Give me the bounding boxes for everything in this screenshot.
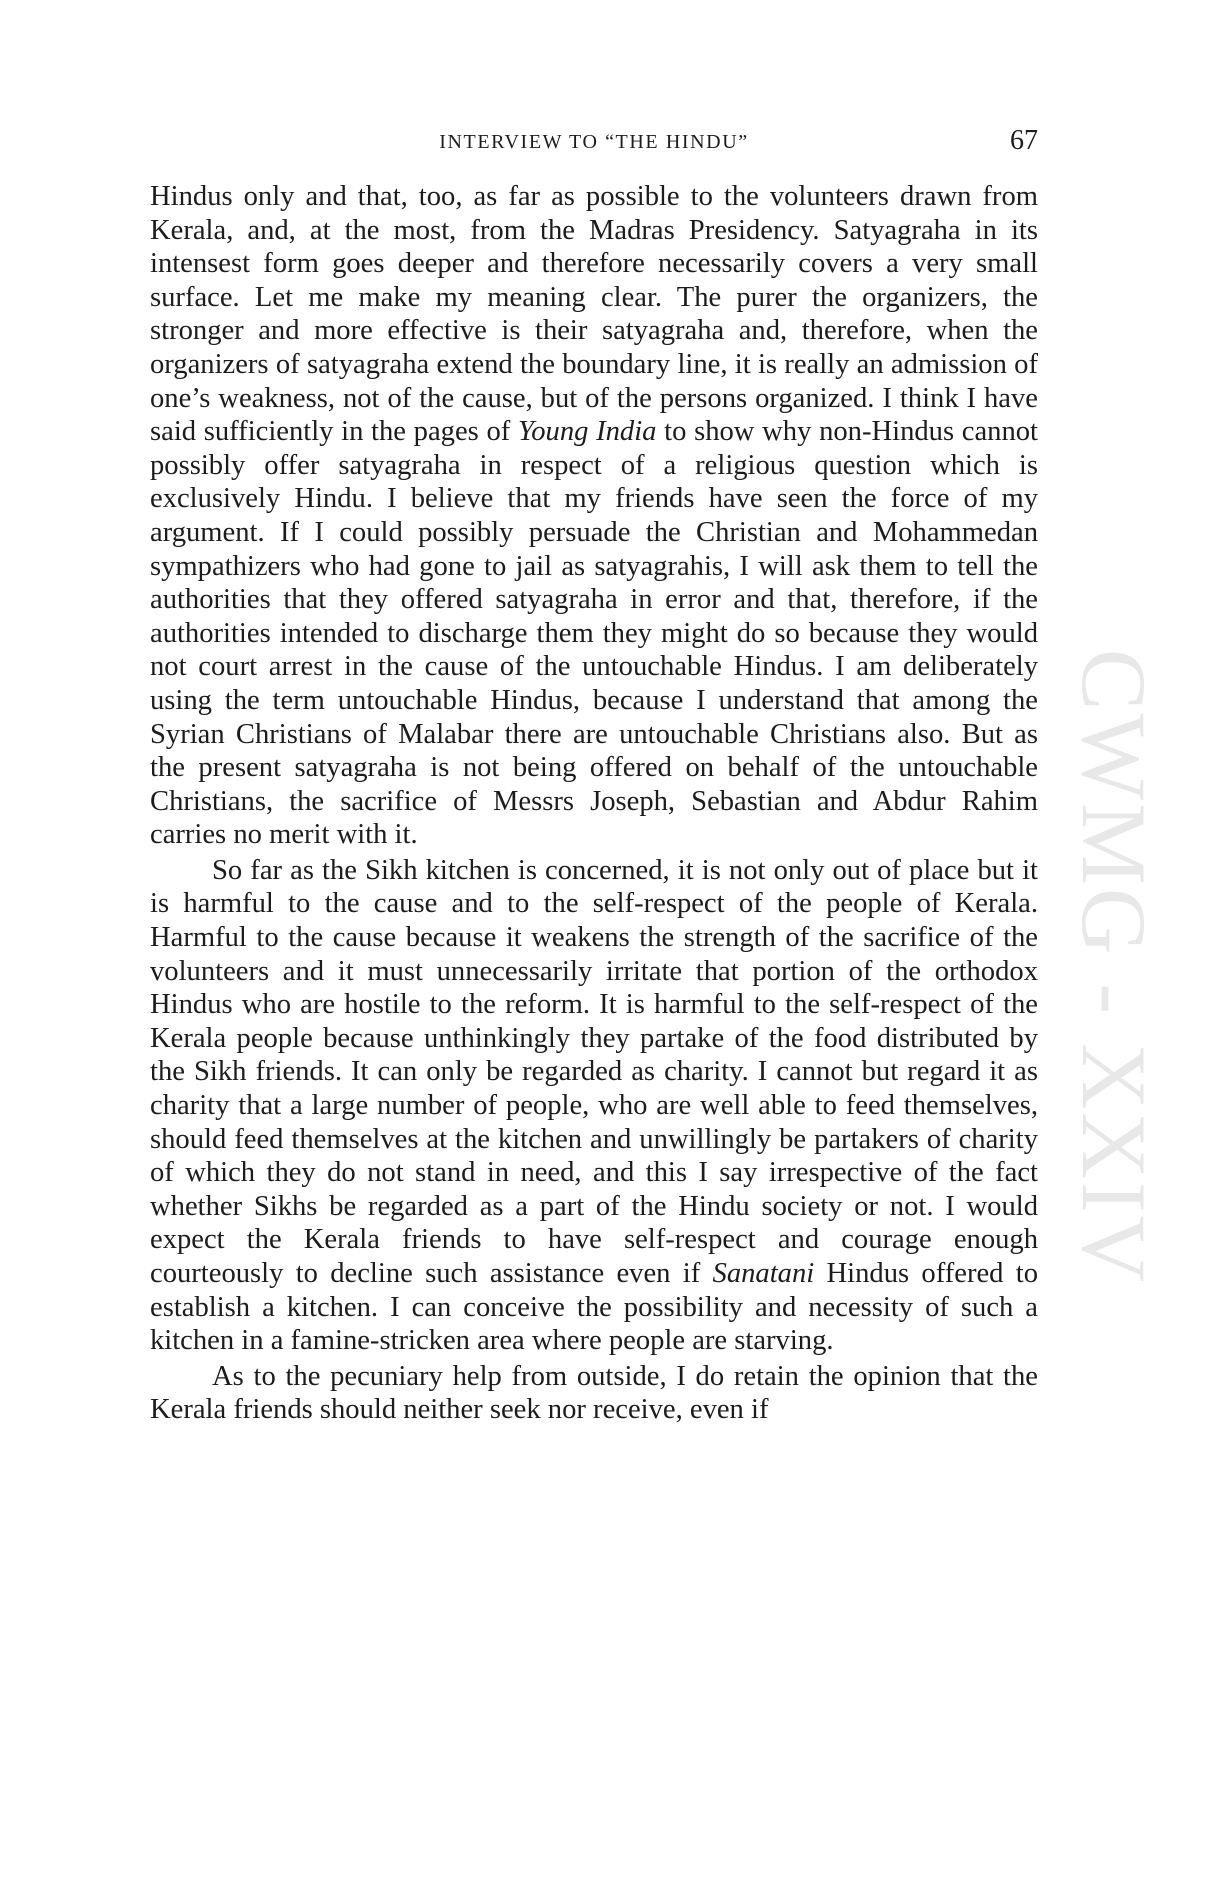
paragraph-1-text-a: Hindus only and that, too, as far as possible to the volunteers drawn from Kerala, and, at the most, from the Madras Presidency. Satyagraha in its intensest form goes deeper and therefore necessarily covers a very small surface. Let me make my meaning clear. The purer the organizers, the stronger and more effective is their satyagraha and, therefore, when the organizers of satyagraha extend the boundary line, it is really an admission of one’s weakness, not of the cause, but of the persons organized. I think I have said sufficiently in the pages of [150,181,1038,448]
running-head: INTERVIEW TO “THE HINDU” [439,131,749,153]
paragraph-2-text-a: So far as the Sikh kitchen is concerned, it is not only out of place but it is harmful to the cause and to the self-respect of the people of Kerala. Harmful to the cause because it weakens the strength of the sacrifice of the volunteers and it must unnecessarily irritate that portion of the orthodox Hindus who are hostile to the reform. It is harmful to the self-respect of the Kerala people because unthinkingly they partake of the food distributed by the Sikh friends. It can only be regarded as charity. I cannot but regard it as charity that a large number of people, who are well able to feed themselves, should feed themselves at the kitchen and unwillingly be partakers of charity of which they do not stand in need, and this I say irrespective of the fact whether Sikhs be regarded as a part of the Hindu society or not. I would expect the Kerala friends to have self-respect and courage enough courteously to decline such assistance even if [150,854,1038,1289]
paragraph-1 [150,180,1038,852]
paragraph-1-text-b: to show why non-Hindus cannot possibly offer satyagraha in respect of a religious question which is exclusively Hindu. I believe that my friends have seen the force of my argument. If I could possibly persuade the Christian and Mohammedan sympathizers who had gone to jail as satyagrahis, I will ask them to tell the authorities that they offered satyagraha in error and that, therefore, if the authorities intended to discharge them they might do so because they would not court arrest in the cause of the untouchable Hindus. I am deliberately using the term untouchable Hindus, because I understand that among the Syrian Christians of Malabar there are untouchable Christians also. But as the present satyagraha is not being offered on behalf of the untouchable Christians, the sacrifice of Messrs Joseph, Sebastian and Abdur Rahim carries no merit with it. [150,416,1038,851]
page-header [150,125,1038,165]
paragraph-2 [150,854,1038,1358]
paragraph-2-text-b: Hindus offered to establish a kitchen. I can conceive the possibility and necessity of such a kitchen in a famine-stricken area where people are starving. [150,1258,1038,1357]
page-number: 67 [1010,125,1038,156]
watermark-text: CWMG - XXIV [1063,648,1165,1286]
paragraph-3-text: As to the pecuniary help from outside, I do retain the opinion that the Kerala friends should neither seek nor receive, even if [150,1360,1038,1426]
body-text [150,180,1038,1427]
italic-title-young-india: Young India [517,416,657,448]
paragraph-3 [150,1360,1038,1427]
italic-term-sanatani: Sanatani [712,1258,815,1289]
watermark [1063,452,1165,1482]
